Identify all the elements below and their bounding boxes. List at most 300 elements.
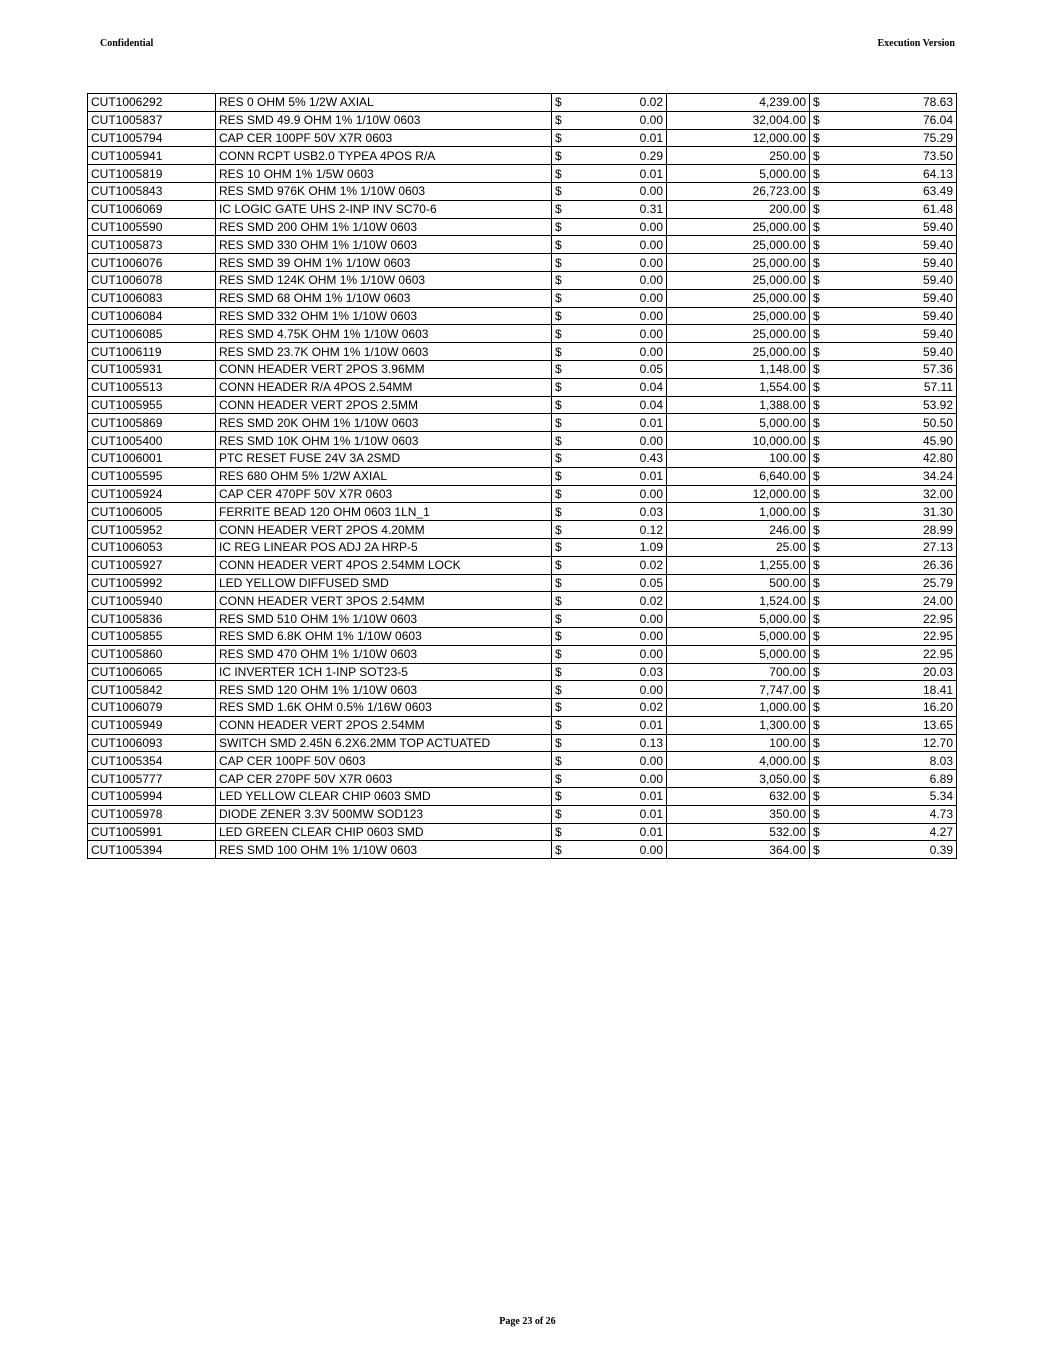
part-id-cell: CUT1005794 (88, 129, 216, 147)
unit-price-cell: 0.04 (577, 396, 667, 414)
currency-symbol: $ (552, 147, 577, 165)
description-cell: CAP CER 270PF 50V X7R 0603 (216, 770, 552, 788)
currency-symbol: $ (810, 627, 835, 645)
quantity-cell: 5,000.00 (667, 610, 810, 628)
unit-price-cell: 0.12 (577, 521, 667, 539)
unit-price-cell: 0.00 (577, 343, 667, 361)
unit-price-cell: 0.03 (577, 663, 667, 681)
currency-symbol: $ (552, 129, 577, 147)
table-row (88, 182, 957, 200)
currency-symbol: $ (552, 307, 577, 325)
quantity-cell: 1,554.00 (667, 378, 810, 396)
currency-symbol: $ (552, 823, 577, 841)
description-cell: IC INVERTER 1CH 1-INP SOT23-5 (216, 663, 552, 681)
table-row (88, 663, 957, 681)
currency-symbol: $ (552, 770, 577, 788)
unit-price-cell: 0.01 (577, 805, 667, 823)
table-row (88, 396, 957, 414)
description-cell: LED YELLOW CLEAR CHIP 0603 SMD (216, 788, 552, 806)
table-row (88, 788, 957, 806)
unit-price-cell: 0.00 (577, 218, 667, 236)
currency-symbol: $ (552, 592, 577, 610)
table-row (88, 556, 957, 574)
table-row (88, 307, 957, 325)
quantity-cell: 6,640.00 (667, 467, 810, 485)
quantity-cell: 5,000.00 (667, 645, 810, 663)
currency-symbol: $ (810, 752, 835, 770)
table-row (88, 752, 957, 770)
table-row (88, 521, 957, 539)
description-cell: RES SMD 49.9 OHM 1% 1/10W 0603 (216, 111, 552, 129)
extended-price-cell: 22.95 (835, 610, 957, 628)
unit-price-cell: 0.00 (577, 841, 667, 859)
currency-symbol: $ (810, 503, 835, 521)
quantity-cell: 1,300.00 (667, 716, 810, 734)
part-id-cell: CUT1006079 (88, 699, 216, 717)
quantity-cell: 12,000.00 (667, 129, 810, 147)
part-id-cell: CUT1006085 (88, 325, 216, 343)
currency-symbol: $ (810, 538, 835, 556)
quantity-cell: 25,000.00 (667, 271, 810, 289)
unit-price-cell: 0.00 (577, 271, 667, 289)
quantity-cell: 350.00 (667, 805, 810, 823)
currency-symbol: $ (552, 449, 577, 467)
currency-symbol: $ (810, 396, 835, 414)
currency-symbol: $ (552, 236, 577, 254)
currency-symbol: $ (810, 129, 835, 147)
unit-price-cell: 0.01 (577, 414, 667, 432)
part-id-cell: CUT1005927 (88, 556, 216, 574)
currency-symbol: $ (552, 841, 577, 859)
extended-price-cell: 6.89 (835, 770, 957, 788)
table-row (88, 805, 957, 823)
unit-price-cell: 0.01 (577, 788, 667, 806)
extended-price-cell: 61.48 (835, 200, 957, 218)
quantity-cell: 500.00 (667, 574, 810, 592)
currency-symbol: $ (810, 592, 835, 610)
currency-symbol: $ (810, 645, 835, 663)
quantity-cell: 5,000.00 (667, 414, 810, 432)
unit-price-cell: 0.00 (577, 254, 667, 272)
part-id-cell: CUT1005952 (88, 521, 216, 539)
currency-symbol: $ (552, 521, 577, 539)
extended-price-cell: 34.24 (835, 467, 957, 485)
table-row (88, 770, 957, 788)
currency-symbol: $ (810, 521, 835, 539)
unit-price-cell: 0.29 (577, 147, 667, 165)
quantity-cell: 25,000.00 (667, 343, 810, 361)
header-execution-version: Execution Version (877, 38, 955, 49)
quantity-cell: 200.00 (667, 200, 810, 218)
table-row (88, 432, 957, 450)
unit-price-cell: 0.01 (577, 823, 667, 841)
description-cell: RES SMD 23.7K OHM 1% 1/10W 0603 (216, 343, 552, 361)
table-row (88, 610, 957, 628)
part-id-cell: CUT1006053 (88, 538, 216, 556)
description-cell: RES SMD 332 OHM 1% 1/10W 0603 (216, 307, 552, 325)
description-cell: CONN HEADER VERT 4POS 2.54MM LOCK (216, 556, 552, 574)
quantity-cell: 25,000.00 (667, 218, 810, 236)
currency-symbol: $ (552, 254, 577, 272)
currency-symbol: $ (810, 165, 835, 183)
quantity-cell: 7,747.00 (667, 681, 810, 699)
part-id-cell: CUT1005777 (88, 770, 216, 788)
table-row (88, 378, 957, 396)
unit-price-cell: 0.13 (577, 734, 667, 752)
part-id-cell: CUT1006076 (88, 254, 216, 272)
table-row (88, 538, 957, 556)
table-row (88, 716, 957, 734)
part-id-cell: CUT1005836 (88, 610, 216, 628)
table-row (88, 218, 957, 236)
currency-symbol: $ (810, 307, 835, 325)
table-row (88, 111, 957, 129)
description-cell: RES SMD 976K OHM 1% 1/10W 0603 (216, 182, 552, 200)
table-row (88, 841, 957, 859)
extended-price-cell: 0.39 (835, 841, 957, 859)
unit-price-cell: 0.00 (577, 485, 667, 503)
currency-symbol: $ (552, 556, 577, 574)
extended-price-cell: 32.00 (835, 485, 957, 503)
currency-symbol: $ (552, 485, 577, 503)
extended-price-cell: 63.49 (835, 182, 957, 200)
quantity-cell: 1,000.00 (667, 503, 810, 521)
extended-price-cell: 59.40 (835, 254, 957, 272)
currency-symbol: $ (810, 414, 835, 432)
unit-price-cell: 0.43 (577, 449, 667, 467)
currency-symbol: $ (810, 271, 835, 289)
parts-table-body (88, 94, 957, 859)
part-id-cell: CUT1005843 (88, 182, 216, 200)
quantity-cell: 100.00 (667, 449, 810, 467)
description-cell: RES SMD 1.6K OHM 0.5% 1/16W 0603 (216, 699, 552, 717)
currency-symbol: $ (552, 538, 577, 556)
currency-symbol: $ (810, 467, 835, 485)
part-id-cell: CUT1006093 (88, 734, 216, 752)
table-row (88, 592, 957, 610)
quantity-cell: 25,000.00 (667, 307, 810, 325)
description-cell: RES SMD 200 OHM 1% 1/10W 0603 (216, 218, 552, 236)
currency-symbol: $ (810, 734, 835, 752)
quantity-cell: 10,000.00 (667, 432, 810, 450)
description-cell: CONN HEADER VERT 2POS 4.20MM (216, 521, 552, 539)
description-cell: RES SMD 120 OHM 1% 1/10W 0603 (216, 681, 552, 699)
currency-symbol: $ (810, 147, 835, 165)
unit-price-cell: 0.02 (577, 699, 667, 717)
currency-symbol: $ (552, 610, 577, 628)
unit-price-cell: 0.00 (577, 236, 667, 254)
quantity-cell: 5,000.00 (667, 165, 810, 183)
unit-price-cell: 0.00 (577, 111, 667, 129)
currency-symbol: $ (552, 200, 577, 218)
part-id-cell: CUT1005994 (88, 788, 216, 806)
currency-symbol: $ (552, 343, 577, 361)
extended-price-cell: 42.80 (835, 449, 957, 467)
part-id-cell: CUT1005869 (88, 414, 216, 432)
part-id-cell: CUT1006084 (88, 307, 216, 325)
currency-symbol: $ (810, 699, 835, 717)
extended-price-cell: 13.65 (835, 716, 957, 734)
currency-symbol: $ (552, 414, 577, 432)
description-cell: RES SMD 68 OHM 1% 1/10W 0603 (216, 289, 552, 307)
description-cell: RES SMD 6.8K OHM 1% 1/10W 0603 (216, 627, 552, 645)
quantity-cell: 364.00 (667, 841, 810, 859)
currency-symbol: $ (810, 343, 835, 361)
part-id-cell: CUT1005855 (88, 627, 216, 645)
quantity-cell: 4,239.00 (667, 94, 810, 112)
unit-price-cell: 0.00 (577, 627, 667, 645)
currency-symbol: $ (810, 111, 835, 129)
quantity-cell: 250.00 (667, 147, 810, 165)
currency-symbol: $ (552, 627, 577, 645)
part-id-cell: CUT1005931 (88, 360, 216, 378)
extended-price-cell: 59.40 (835, 289, 957, 307)
currency-symbol: $ (810, 449, 835, 467)
currency-symbol: $ (810, 432, 835, 450)
table-row (88, 681, 957, 699)
part-id-cell: CUT1005924 (88, 485, 216, 503)
description-cell: CONN HEADER VERT 2POS 2.54MM (216, 716, 552, 734)
unit-price-cell: 0.01 (577, 165, 667, 183)
table-row (88, 325, 957, 343)
table-row (88, 467, 957, 485)
extended-price-cell: 59.40 (835, 271, 957, 289)
currency-symbol: $ (810, 360, 835, 378)
description-cell: FERRITE BEAD 120 OHM 0603 1LN_1 (216, 503, 552, 521)
quantity-cell: 632.00 (667, 788, 810, 806)
description-cell: RES SMD 100 OHM 1% 1/10W 0603 (216, 841, 552, 859)
description-cell: CONN HEADER VERT 3POS 2.54MM (216, 592, 552, 610)
currency-symbol: $ (810, 289, 835, 307)
currency-symbol: $ (810, 574, 835, 592)
description-cell: CONN HEADER R/A 4POS 2.54MM (216, 378, 552, 396)
quantity-cell: 1,000.00 (667, 699, 810, 717)
part-id-cell: CUT1006069 (88, 200, 216, 218)
table-row (88, 360, 957, 378)
quantity-cell: 5,000.00 (667, 627, 810, 645)
quantity-cell: 12,000.00 (667, 485, 810, 503)
description-cell: CONN HEADER VERT 2POS 3.96MM (216, 360, 552, 378)
description-cell: CAP CER 470PF 50V X7R 0603 (216, 485, 552, 503)
description-cell: SWITCH SMD 2.45N 6.2X6.2MM TOP ACTUATED (216, 734, 552, 752)
currency-symbol: $ (810, 94, 835, 112)
extended-price-cell: 12.70 (835, 734, 957, 752)
description-cell: RES SMD 470 OHM 1% 1/10W 0603 (216, 645, 552, 663)
part-id-cell: CUT1005354 (88, 752, 216, 770)
currency-symbol: $ (552, 289, 577, 307)
currency-symbol: $ (810, 218, 835, 236)
unit-price-cell: 0.00 (577, 325, 667, 343)
extended-price-cell: 78.63 (835, 94, 957, 112)
part-id-cell: CUT1005955 (88, 396, 216, 414)
currency-symbol: $ (552, 182, 577, 200)
extended-price-cell: 4.27 (835, 823, 957, 841)
quantity-cell: 700.00 (667, 663, 810, 681)
unit-price-cell: 0.00 (577, 770, 667, 788)
description-cell: LED YELLOW DIFFUSED SMD (216, 574, 552, 592)
description-cell: PTC RESET FUSE 24V 3A 2SMD (216, 449, 552, 467)
currency-symbol: $ (552, 752, 577, 770)
currency-symbol: $ (810, 556, 835, 574)
part-id-cell: CUT1005991 (88, 823, 216, 841)
quantity-cell: 25,000.00 (667, 236, 810, 254)
part-id-cell: CUT1005842 (88, 681, 216, 699)
table-row (88, 147, 957, 165)
table-row (88, 200, 957, 218)
currency-symbol: $ (552, 788, 577, 806)
parts-table (87, 93, 957, 859)
currency-symbol: $ (552, 378, 577, 396)
currency-symbol: $ (810, 716, 835, 734)
currency-symbol: $ (552, 94, 577, 112)
unit-price-cell: 0.00 (577, 182, 667, 200)
quantity-cell: 25,000.00 (667, 325, 810, 343)
part-id-cell: CUT1005400 (88, 432, 216, 450)
extended-price-cell: 5.34 (835, 788, 957, 806)
unit-price-cell: 1.09 (577, 538, 667, 556)
currency-symbol: $ (552, 699, 577, 717)
description-cell: CAP CER 100PF 50V 0603 (216, 752, 552, 770)
currency-symbol: $ (810, 485, 835, 503)
description-cell: LED GREEN CLEAR CHIP 0603 SMD (216, 823, 552, 841)
description-cell: RES SMD 20K OHM 1% 1/10W 0603 (216, 414, 552, 432)
unit-price-cell: 0.00 (577, 289, 667, 307)
description-cell: RES SMD 510 OHM 1% 1/10W 0603 (216, 610, 552, 628)
table-row (88, 129, 957, 147)
currency-symbol: $ (810, 841, 835, 859)
table-row (88, 289, 957, 307)
part-id-cell: CUT1005949 (88, 716, 216, 734)
unit-price-cell: 0.05 (577, 360, 667, 378)
quantity-cell: 32,004.00 (667, 111, 810, 129)
currency-symbol: $ (810, 663, 835, 681)
table-row (88, 485, 957, 503)
currency-symbol: $ (810, 236, 835, 254)
part-id-cell: CUT1005819 (88, 165, 216, 183)
description-cell: RES SMD 39 OHM 1% 1/10W 0603 (216, 254, 552, 272)
unit-price-cell: 0.00 (577, 610, 667, 628)
description-cell: RES SMD 330 OHM 1% 1/10W 0603 (216, 236, 552, 254)
currency-symbol: $ (552, 432, 577, 450)
currency-symbol: $ (810, 681, 835, 699)
currency-symbol: $ (552, 645, 577, 663)
table-row (88, 414, 957, 432)
currency-symbol: $ (552, 805, 577, 823)
description-cell: IC LOGIC GATE UHS 2-INP INV SC70-6 (216, 200, 552, 218)
unit-price-cell: 0.00 (577, 432, 667, 450)
extended-price-cell: 57.11 (835, 378, 957, 396)
description-cell: RES SMD 10K OHM 1% 1/10W 0603 (216, 432, 552, 450)
quantity-cell: 3,050.00 (667, 770, 810, 788)
extended-price-cell: 8.03 (835, 752, 957, 770)
table-row (88, 823, 957, 841)
quantity-cell: 532.00 (667, 823, 810, 841)
unit-price-cell: 0.01 (577, 129, 667, 147)
description-cell: RES SMD 4.75K OHM 1% 1/10W 0603 (216, 325, 552, 343)
currency-symbol: $ (552, 396, 577, 414)
table-row (88, 165, 957, 183)
quantity-cell: 1,388.00 (667, 396, 810, 414)
unit-price-cell: 0.31 (577, 200, 667, 218)
currency-symbol: $ (552, 325, 577, 343)
table-row (88, 645, 957, 663)
extended-price-cell: 76.04 (835, 111, 957, 129)
part-id-cell: CUT1006001 (88, 449, 216, 467)
table-row (88, 271, 957, 289)
table-row (88, 449, 957, 467)
extended-price-cell: 59.40 (835, 325, 957, 343)
description-cell: CAP CER 100PF 50V X7R 0603 (216, 129, 552, 147)
quantity-cell: 25,000.00 (667, 254, 810, 272)
extended-price-cell: 18.41 (835, 681, 957, 699)
description-cell: RES SMD 124K OHM 1% 1/10W 0603 (216, 271, 552, 289)
currency-symbol: $ (810, 805, 835, 823)
extended-price-cell: 64.13 (835, 165, 957, 183)
extended-price-cell: 20.03 (835, 663, 957, 681)
quantity-cell: 1,148.00 (667, 360, 810, 378)
part-id-cell: CUT1005590 (88, 218, 216, 236)
currency-symbol: $ (810, 823, 835, 841)
currency-symbol: $ (810, 378, 835, 396)
part-id-cell: CUT1005513 (88, 378, 216, 396)
description-cell: DIODE ZENER 3.3V 500MW SOD123 (216, 805, 552, 823)
table-row (88, 343, 957, 361)
part-id-cell: CUT1005394 (88, 841, 216, 859)
unit-price-cell: 0.02 (577, 94, 667, 112)
extended-price-cell: 57.36 (835, 360, 957, 378)
currency-symbol: $ (810, 325, 835, 343)
header-confidential: Confidential (100, 38, 154, 49)
extended-price-cell: 27.13 (835, 538, 957, 556)
extended-price-cell: 59.40 (835, 307, 957, 325)
part-id-cell: CUT1005992 (88, 574, 216, 592)
part-id-cell: CUT1005940 (88, 592, 216, 610)
unit-price-cell: 0.00 (577, 645, 667, 663)
table-row (88, 734, 957, 752)
description-cell: RES 680 OHM 5% 1/2W AXIAL (216, 467, 552, 485)
part-id-cell: CUT1006119 (88, 343, 216, 361)
currency-symbol: $ (552, 271, 577, 289)
extended-price-cell: 31.30 (835, 503, 957, 521)
currency-symbol: $ (552, 734, 577, 752)
unit-price-cell: 0.00 (577, 752, 667, 770)
currency-symbol: $ (810, 200, 835, 218)
table-row (88, 627, 957, 645)
currency-symbol: $ (552, 681, 577, 699)
extended-price-cell: 22.95 (835, 645, 957, 663)
currency-symbol: $ (810, 610, 835, 628)
extended-price-cell: 16.20 (835, 699, 957, 717)
currency-symbol: $ (552, 503, 577, 521)
description-cell: RES 0 OHM 5% 1/2W AXIAL (216, 94, 552, 112)
extended-price-cell: 4.73 (835, 805, 957, 823)
part-id-cell: CUT1005860 (88, 645, 216, 663)
extended-price-cell: 73.50 (835, 147, 957, 165)
part-id-cell: CUT1006083 (88, 289, 216, 307)
extended-price-cell: 59.40 (835, 218, 957, 236)
description-cell: RES 10 OHM 1% 1/5W 0603 (216, 165, 552, 183)
part-id-cell: CUT1005595 (88, 467, 216, 485)
unit-price-cell: 0.05 (577, 574, 667, 592)
currency-symbol: $ (810, 770, 835, 788)
extended-price-cell: 59.40 (835, 236, 957, 254)
part-id-cell: CUT1006292 (88, 94, 216, 112)
unit-price-cell: 0.00 (577, 307, 667, 325)
currency-symbol: $ (552, 165, 577, 183)
extended-price-cell: 25.79 (835, 574, 957, 592)
extended-price-cell: 50.50 (835, 414, 957, 432)
part-id-cell: CUT1006005 (88, 503, 216, 521)
